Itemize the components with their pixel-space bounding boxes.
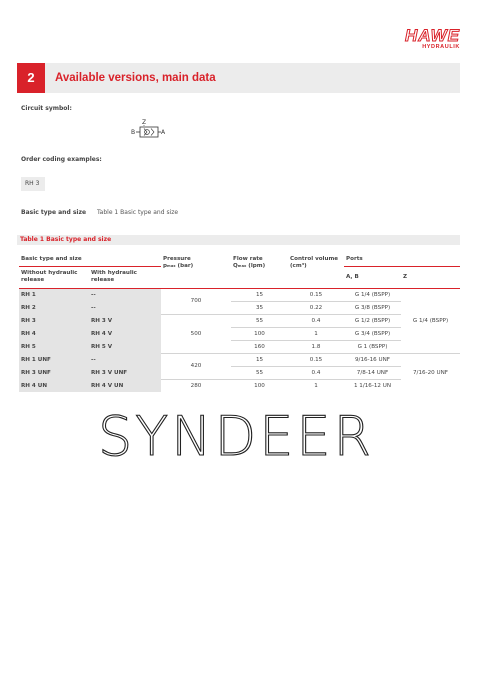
header-without-release: Without hydraulic release — [19, 266, 89, 288]
port-b-label: B — [131, 129, 136, 136]
basic-type-reference: Table 1 Basic type and size — [97, 209, 179, 216]
circuit-symbol-label: Circuit symbol: — [21, 105, 72, 112]
port-a-label: A — [161, 129, 166, 136]
logo-subtitle: HYDRAULIK — [422, 44, 460, 50]
pressure-cell: 700 — [161, 288, 231, 314]
header-control-volume: Control volume (cm³) — [288, 253, 344, 288]
header-ports: Ports — [344, 253, 460, 266]
header-ports-ab: A, B — [344, 266, 401, 288]
header-basic-type: Basic type and size — [19, 253, 161, 266]
table-row: RH 3 RH 3 V 500 55 0.4 G 1/2 (BSPP) — [19, 314, 460, 327]
pressure-cell: 500 — [161, 314, 231, 353]
table-row: RH 4 UN RH 4 V UN 280 100 1 1 1/16-12 UN — [19, 379, 460, 392]
header-pressure: Pressure pₘₐₓ (bar) — [161, 253, 231, 288]
section-number: 2 — [17, 63, 45, 93]
order-coding-label: Order coding examples: — [21, 156, 102, 163]
table-row: RH 2 -- 35 0.22 G 3/8 (BSPP) — [19, 301, 460, 314]
table-row: RH 1 -- 700 15 0.15 G 1/4 (BSPP) G 1/4 (BSPP) — [19, 288, 460, 301]
table-row: RH 5 RH 5 V 160 1.8 G 1 (BSPP) — [19, 340, 460, 353]
section-title: Available versions, main data — [55, 72, 216, 84]
order-code-box: RH 3 — [21, 177, 45, 191]
header-with-release: With hydraulic release — [89, 266, 161, 288]
header-flow-rate: Flow rate Qₘₐₓ (lpm) — [231, 253, 288, 288]
header-ports-z: Z — [401, 266, 460, 288]
pressure-cell: 420 — [161, 353, 231, 379]
table-title: Table 1 Basic type and size — [20, 236, 112, 243]
table-row: RH 1 UNF -- 420 15 0.15 9/16-16 UNF 7/16-20 UNF — [19, 353, 460, 366]
section-header — [17, 63, 460, 93]
port-z-label: Z — [142, 119, 147, 126]
table-row: RH 3 UNF RH 3 V UNF 55 0.4 7/8-14 UNF — [19, 366, 460, 379]
check-valve-symbol-icon — [130, 118, 170, 140]
basic-type-label: Basic type and size — [21, 209, 87, 216]
pressure-cell: 280 — [190, 382, 202, 389]
port-z-cell: G 1/4 (BSPP) — [401, 288, 460, 353]
hawe-logo — [392, 28, 460, 52]
table-title-bar — [17, 235, 460, 245]
watermark-text: SYNDEER — [98, 405, 374, 468]
port-z-cell: 7/16-20 UNF — [413, 369, 448, 376]
table-row: RH 4 RH 4 V 100 1 G 3/4 (BSPP) — [19, 327, 460, 340]
basic-type-table — [19, 253, 460, 392]
logo-wordmark: HAWE — [405, 26, 460, 45]
